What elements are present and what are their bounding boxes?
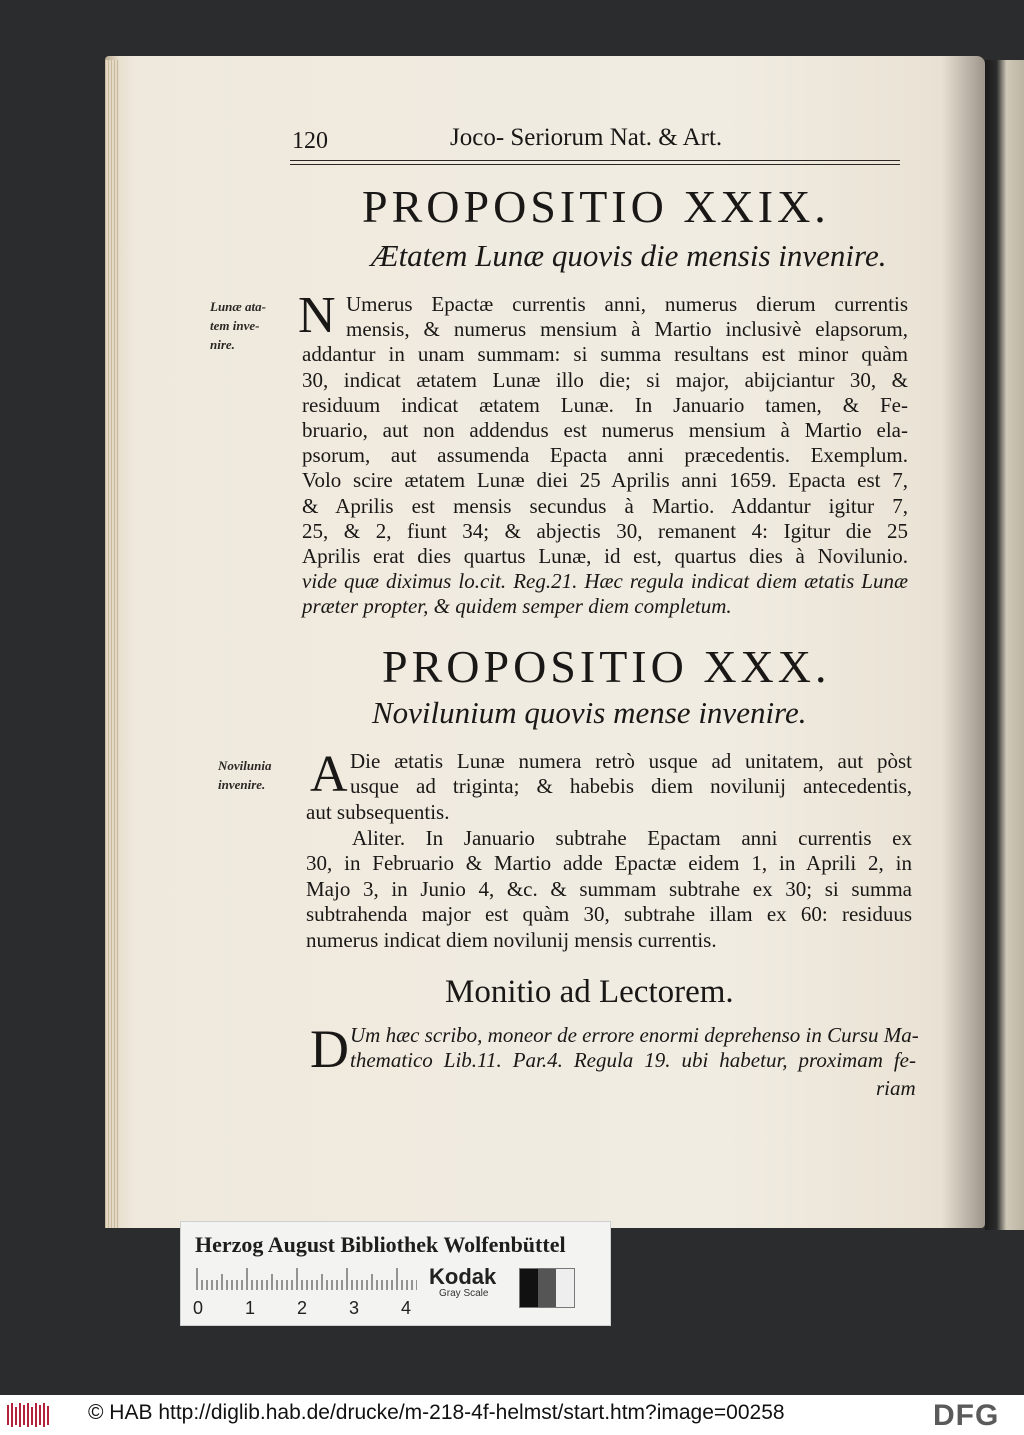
text-line: Aliter. In Januario subtrahe Epactam anni currentis ex (352, 826, 912, 850)
color-calibration-card (180, 1221, 611, 1326)
gray-scale-label: Gray Scale (439, 1288, 489, 1299)
propositio-29-subtitle: Ætatem Lunæ quovis die mensis invenire. (371, 238, 887, 273)
header-rule (290, 160, 900, 161)
hab-logo-icon (6, 1401, 50, 1429)
text-line: psorum, aut assumenda Epacta anni præcedentis. Exemplum. (302, 443, 908, 468)
propositio-30-subtitle: Novilunium quovis mense invenire. (372, 695, 807, 730)
page-number: 120 (292, 128, 328, 154)
gray-patch-light (556, 1269, 574, 1307)
margin-note-30: Novilunia invenire. (218, 758, 272, 792)
text-line: residuum indicat ætatem Lunæ. In Januario tamen, & Fe- (302, 392, 908, 417)
text-line: præter propter, & quidem semper diem completum. (302, 594, 732, 619)
text-line: thematico Lib.11. Par.4. Regula 19. ubi habetur, proximam fe- (350, 1048, 916, 1072)
drop-initial-d: D (310, 1019, 349, 1079)
monitio-title: Monitio ad Lectorem. (445, 974, 734, 1010)
text-line: subtrahenda major est quàm 30, subtrahe illam ex 60: residuus (306, 902, 912, 926)
text-line: & Aprilis est mensis secundus à Martio. Addantur igitur 7, (302, 493, 908, 518)
text-line: Aprilis erat dies quartus Lunæ, id est, quartus dies à Novilunio. (302, 544, 908, 568)
gray-patch-black (520, 1269, 538, 1307)
ruler-scale (195, 1266, 417, 1290)
facing-page-edge (985, 60, 1024, 1230)
propositio-30-title: PROPOSITIO XXX. (382, 641, 831, 692)
margin-note-29: Lunæ ata- tem inve- nire. (210, 299, 266, 352)
ruler-number: 0 (193, 1298, 204, 1318)
text-line: 25, & 2, fiunt 34; & abjectis 30, remanent 4: Igitur die 25 (302, 518, 908, 543)
library-name: Herzog August Bibliothek Wolfenbüttel (195, 1232, 566, 1257)
text-line: Die ætatis Lunæ numera retrò usque ad unitatem, aut pòst (350, 749, 912, 773)
drop-initial-n: N (298, 287, 336, 344)
text-line: Majo 3, in Junio 4, &c. & summam subtrahe ex 30; si summa (306, 877, 912, 901)
ruler-number: 3 (349, 1298, 360, 1318)
text-line: usque ad triginta; & habebis diem novilunij antecedentis, (350, 774, 912, 798)
gray-patch-dark (538, 1269, 556, 1307)
running-title: Joco- Seriorum Nat. & Art. (450, 124, 723, 151)
gray-patches (519, 1268, 575, 1308)
text-line: riam (876, 1076, 916, 1100)
text-line: vide quæ diximus lo.cit. Reg.21. Hæc regula indicat diem ætatis Lunæ (302, 569, 908, 594)
ruler-number: 2 (297, 1298, 308, 1318)
text-line: Volo scire ætatem Lunæ diei 25 Aprilis anni 1659. Epacta est 7, (302, 468, 908, 493)
page-stack-edge (105, 60, 119, 1228)
footer-credit-link[interactable]: © HAB http://diglib.hab.de/drucke/m-218-4f-helmst/start.htm?image=00258 (88, 1401, 785, 1424)
text-line: mensis, & numerus mensium à Martio inclusivè elapsorum, (346, 317, 908, 342)
text-line: addantur in unam summam: si summa resultans est minor quàm (302, 342, 908, 367)
text-line: bruario, aut non addendus est numerus mensium à Martio ela- (302, 418, 908, 442)
text-line: 30, in Februario & Martio adde Epactæ eidem 1, in Aprili 2, in (306, 851, 912, 875)
header-rule-double (290, 164, 900, 165)
kodak-logo: Kodak (429, 1264, 497, 1289)
dfg-logo: DFG (933, 1399, 1000, 1432)
text-line: aut subsequentis. (306, 800, 450, 824)
text-line: Umerus Epactæ currentis anni, numerus dierum currentis (346, 292, 908, 316)
text-line: Um hæc scribo, moneor de errore enormi deprehenso in Cursu Ma- (350, 1023, 919, 1047)
propositio-29-title: PROPOSITIO XXIX. (362, 181, 830, 232)
footer-bar (0, 1395, 1024, 1435)
ruler-number: 1 (245, 1298, 256, 1318)
drop-initial-a: A (310, 746, 348, 803)
text-line: 30, indicat ætatem Lunæ illo die; si major, abijciantur 30, & (302, 367, 908, 392)
text-line: numerus indicat diem novilunij mensis currentis. (306, 928, 717, 952)
ruler-number: 4 (401, 1298, 412, 1318)
